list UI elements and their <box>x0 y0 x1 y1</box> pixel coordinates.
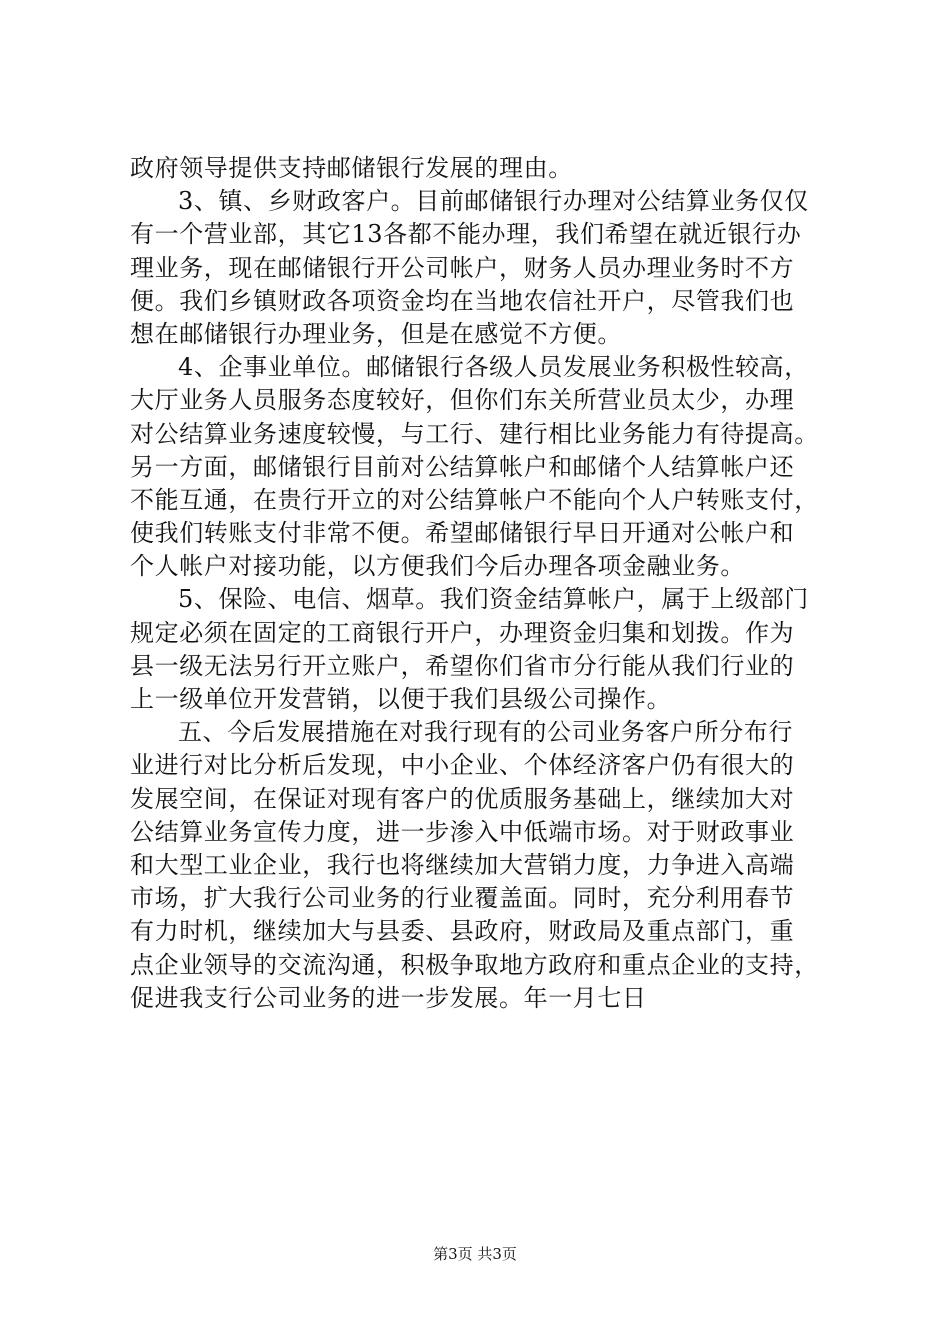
text-line: 业进行对比分析后发现，中小企业、个体经济客户仍有很大的 <box>130 751 795 780</box>
text-line: 想在邮储银行办理业务，但是在感觉不方便。 <box>130 319 622 348</box>
text-line: 有力时机，继续加大与县委、县政府，财政局及重点部门，重 <box>130 917 795 946</box>
document-body <box>130 152 830 1015</box>
text-line: 另一方面，邮储银行目前对公结算帐户和邮储个人结算帐户还 <box>130 452 795 481</box>
text-line: 使我们转账支付非常不便。希望邮储银行早日开通对公帐户和 <box>130 519 795 548</box>
text-line: 五、今后发展措施在对我行现有的公司业务客户所分布行 <box>178 718 793 747</box>
text-line: 对公结算业务速度较慢，与工行、建行相比业务能力有待提高。 <box>130 419 819 448</box>
text-line: 理业务，现在邮储银行开公司帐户，财务人员办理业务时不方 <box>130 253 795 282</box>
text-line: 县一级无法另行开立账户，希望你们省市分行能从我们行业的 <box>130 651 795 680</box>
text-line: 市场，扩大我行公司业务的行业覆盖面。同时，充分利用春节 <box>130 884 795 913</box>
text-line: 便。我们乡镇财政各项资金均在当地农信社开户，尽管我们也 <box>130 286 795 315</box>
text-line: 促进我支行公司业务的进一步发展。年一月七日 <box>130 983 647 1012</box>
text-line: 不能互通，在贵行开立的对公结算帐户不能向个人户转账支付， <box>130 485 819 514</box>
text-line: 大厅业务人员服务态度较好，但你们东关所营业员太少，办理 <box>130 386 795 415</box>
text-line: 规定必须在固定的工商银行开户，办理资金归集和划拨。作为 <box>130 618 795 647</box>
page-number-footer: 第3页 共3页 <box>433 1245 517 1263</box>
text-line: 点企业领导的交流沟通，积极争取地方政府和重点企业的支持， <box>130 950 819 979</box>
text-line: 和大型工业企业，我行也将继续加大营销力度，力争进入高端 <box>130 850 795 879</box>
text-line: 上一级单位开发营销，以便于我们县级公司操作。 <box>130 685 672 713</box>
text-line: 有一个营业部，其它13各都不能办理，我们希望在就近银行办 <box>130 220 802 249</box>
text-line: 4、企事业单位。邮储银行各级人员发展业务积极性较高， <box>178 353 809 382</box>
text-line: 发展空间，在保证对现有客户的优质服务基础上，继续加大对 <box>130 784 795 813</box>
text-line: 个人帐户对接功能，以方便我们今后办理各项金融业务。 <box>130 552 745 581</box>
text-line: 政府领导提供支持邮储银行发展的理由。 <box>130 154 573 182</box>
text-line: 5、保险、电信、烟草。我们资金结算帐户，属于上级部门 <box>178 585 809 614</box>
text-line: 公结算业务宣传力度，进一步渗入中低端市场。对于财政事业 <box>130 817 795 846</box>
text-line: 3、镇、乡财政客户。目前邮储银行办理对公结算业务仅仅 <box>178 187 809 216</box>
